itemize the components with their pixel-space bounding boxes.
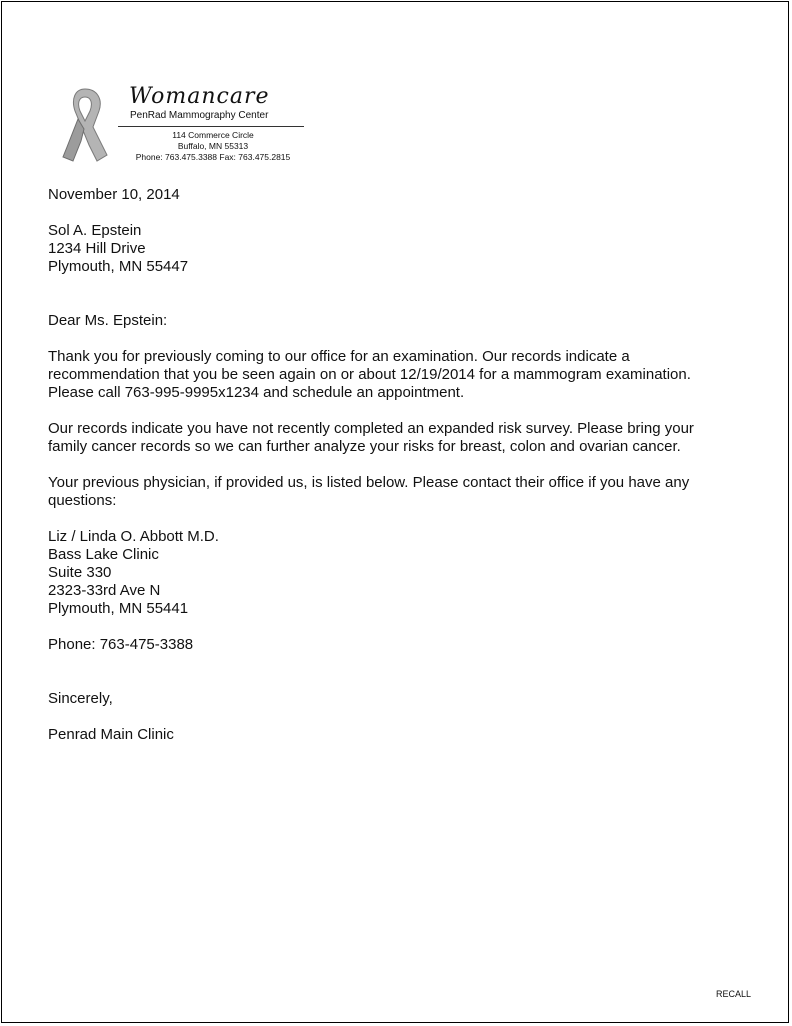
letter-body (48, 186, 748, 744)
letterhead-city: Buffalo, MN 55313 (177, 141, 249, 151)
paragraph-line: family cancer records so we can further analyze your risks for breast, colon and ovarian cancer. (48, 438, 681, 455)
paragraph-line: Please call 763-995-9995x1234 and schedule an appointment. (48, 384, 465, 401)
letterhead-address (118, 130, 308, 163)
paragraph-line: recommendation that you be seen again on or about 12/19/2014 for a mammogram examination. (48, 366, 691, 383)
recipient-address (48, 222, 748, 276)
paragraph-recommendation (48, 348, 748, 402)
physician-name: Liz / Linda O. Abbott M.D. (48, 528, 219, 545)
physician-phone: Phone: 763-475-3388 (48, 636, 194, 653)
recipient-city: Plymouth, MN 55447 (48, 258, 189, 275)
letter-date: November 10, 2014 (48, 186, 180, 203)
physician-address (48, 528, 748, 618)
paragraph-line: Your previous physician, if provided us, is listed below. Please contact their office if you have any (48, 474, 690, 491)
letterhead (59, 80, 319, 170)
footer-recall-tag: RECALL (716, 989, 752, 999)
physician-city: Plymouth, MN 55441 (48, 600, 189, 617)
salutation: Dear Ms. Epstein: (48, 312, 168, 329)
physician-clinic: Bass Lake Clinic (48, 546, 159, 563)
paragraph-line: Thank you for previously coming to our office for an examination. Our records indicate a (48, 348, 630, 365)
brand-name: Womancare (129, 84, 270, 109)
letterhead-street: 114 Commerce Circle (172, 130, 254, 140)
paragraph-line: questions: (48, 492, 117, 509)
paragraph-physician (48, 474, 748, 510)
letter-page (1, 1, 789, 1023)
awareness-ribbon-icon (59, 85, 111, 163)
recipient-street: 1234 Hill Drive (48, 240, 146, 257)
letterhead-divider (118, 126, 304, 127)
letterhead-contact: Phone: 763.475.3388 Fax: 763.475.2815 (135, 152, 291, 162)
physician-suite: Suite 330 (48, 564, 112, 581)
signature: Penrad Main Clinic (48, 726, 174, 743)
paragraph-risk-survey (48, 420, 748, 456)
closing: Sincerely, (48, 690, 113, 707)
physician-street: 2323-33rd Ave N (48, 582, 161, 599)
recipient-name: Sol A. Epstein (48, 222, 142, 239)
paragraph-line: Our records indicate you have not recently completed an expanded risk survey. Please bring your (48, 420, 694, 437)
brand-subtitle: PenRad Mammography Center (130, 110, 269, 121)
